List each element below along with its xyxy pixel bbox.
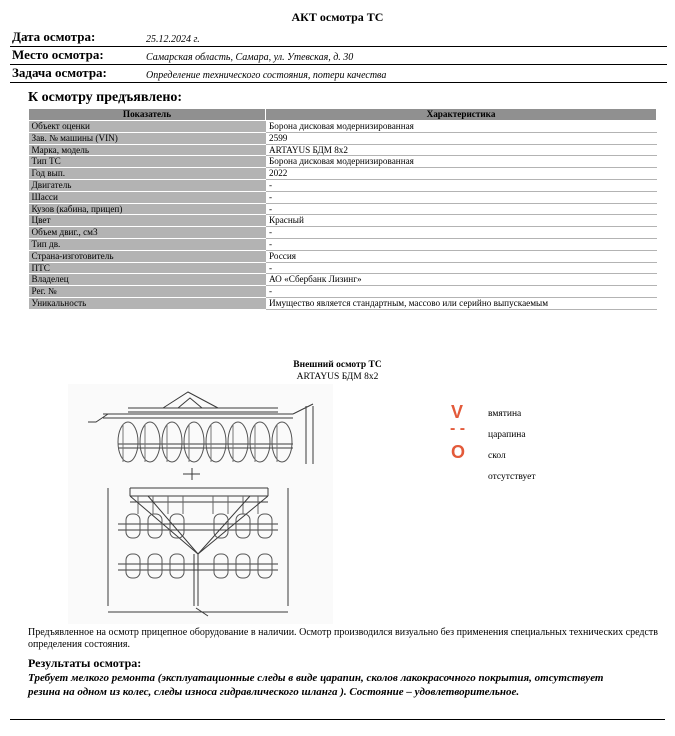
row-value: 2022 bbox=[266, 168, 657, 180]
row-value: Имущество является стандартным, массово или серийно выпускаемым bbox=[266, 297, 657, 309]
row-label: Зав. № машины (VIN) bbox=[29, 132, 266, 144]
row-value: ARTAYUS БДМ 8х2 bbox=[266, 144, 657, 156]
header-row-task bbox=[10, 66, 667, 83]
row-label: Двигатель bbox=[29, 179, 266, 191]
table-row bbox=[29, 203, 657, 215]
row-value: 2599 bbox=[266, 132, 657, 144]
header-row-date bbox=[10, 30, 667, 47]
external-inspection-title: Внешний осмотр ТС bbox=[293, 360, 382, 370]
disc-harrow-drawing bbox=[68, 384, 333, 624]
table-row bbox=[29, 156, 657, 168]
table-row bbox=[29, 168, 657, 180]
disc-harrow-drawing-svg bbox=[68, 384, 333, 624]
table-row bbox=[29, 215, 657, 227]
scratch-label: царапина bbox=[488, 430, 526, 440]
place-label: Место осмотра: bbox=[12, 47, 104, 62]
column-header-characteristic: Характеристика bbox=[266, 109, 657, 121]
inspection-paragraph: Предъявленное на осмотр прицепное оборудование в наличии. Осмотр производился визуально без применения специальных технических средств определения состояния. bbox=[28, 627, 658, 650]
row-label: Объект оценки bbox=[29, 121, 266, 133]
row-label: Уникальность bbox=[29, 297, 266, 309]
column-header-indicator: Показатель bbox=[29, 109, 266, 121]
table-row bbox=[29, 297, 657, 309]
table-row bbox=[29, 274, 657, 286]
row-value: Борона дисковая модернизированная bbox=[266, 121, 657, 133]
header-row-place bbox=[10, 48, 667, 65]
row-value: - bbox=[266, 179, 657, 191]
bottom-rule bbox=[10, 719, 665, 720]
document-title: АКТ осмотра ТС bbox=[291, 10, 384, 24]
results-text: Требует мелкого ремонта (эксплуатационные следы в виде царапин, сколов лакокрасочного покрытия, отсутствует резина на одном из колес, следы износа гидравлического шланга ). Состояние – удовлетворительное. bbox=[28, 672, 604, 698]
row-value: - bbox=[266, 238, 657, 250]
row-label: Тип дв. bbox=[29, 238, 266, 250]
row-label: Цвет bbox=[29, 215, 266, 227]
row-value: - bbox=[266, 227, 657, 239]
task-value: Определение технического состояния, потери качества bbox=[146, 70, 387, 81]
row-value: Борона дисковая модернизированная bbox=[266, 156, 657, 168]
row-label: Кузов (кабина, прицеп) bbox=[29, 203, 266, 215]
date-value: 25.12.2024 г. bbox=[146, 34, 200, 45]
row-value: Красный bbox=[266, 215, 657, 227]
scratch-symbol: - - bbox=[450, 420, 466, 437]
external-inspection-subtitle: ARTAYUS БДМ 8х2 bbox=[296, 372, 379, 382]
task-label: Задача осмотра: bbox=[12, 65, 107, 80]
damage-legend bbox=[450, 404, 590, 484]
table-header-row bbox=[29, 109, 657, 121]
row-value: - bbox=[266, 191, 657, 203]
row-value: АО «Сбербанк Лизинг» bbox=[266, 274, 657, 286]
row-label: Объем двиг., см3 bbox=[29, 227, 266, 239]
table-row bbox=[29, 144, 657, 156]
table-row bbox=[29, 250, 657, 262]
row-label: Рег. № bbox=[29, 286, 266, 298]
external-inspection-heading bbox=[0, 359, 675, 383]
results-title: Результаты осмотра: bbox=[28, 656, 142, 670]
row-label: Шасси bbox=[29, 191, 266, 203]
row-label: Страна-изготовитель bbox=[29, 250, 266, 262]
table-row bbox=[29, 191, 657, 203]
row-value: - bbox=[266, 286, 657, 298]
table-row bbox=[29, 132, 657, 144]
date-label: Дата осмотра: bbox=[12, 29, 96, 44]
place-value: Самарская область, Самара, ул. Утевская, д. 30 bbox=[146, 52, 354, 63]
row-label: Марка, модель bbox=[29, 144, 266, 156]
table-row bbox=[29, 227, 657, 239]
chip-label: скол bbox=[488, 451, 506, 461]
specs-table bbox=[28, 108, 657, 310]
row-value: Россия bbox=[266, 250, 657, 262]
row-label: Тип ТС bbox=[29, 156, 266, 168]
table-row bbox=[29, 286, 657, 298]
presented-title: К осмотру предъявлено: bbox=[28, 90, 183, 105]
table-row bbox=[29, 121, 657, 133]
table-row bbox=[29, 238, 657, 250]
dent-symbol: V bbox=[451, 402, 464, 422]
missing-label: отсутствует bbox=[488, 472, 536, 482]
table-row bbox=[29, 262, 657, 274]
row-label: Год вып. bbox=[29, 168, 266, 180]
row-value: - bbox=[266, 203, 657, 215]
table-row bbox=[29, 179, 657, 191]
chip-symbol: O bbox=[451, 442, 466, 462]
row-label: ПТС bbox=[29, 262, 266, 274]
dent-label: вмятина bbox=[488, 409, 522, 419]
row-value: - bbox=[266, 262, 657, 274]
row-label: Владелец bbox=[29, 274, 266, 286]
